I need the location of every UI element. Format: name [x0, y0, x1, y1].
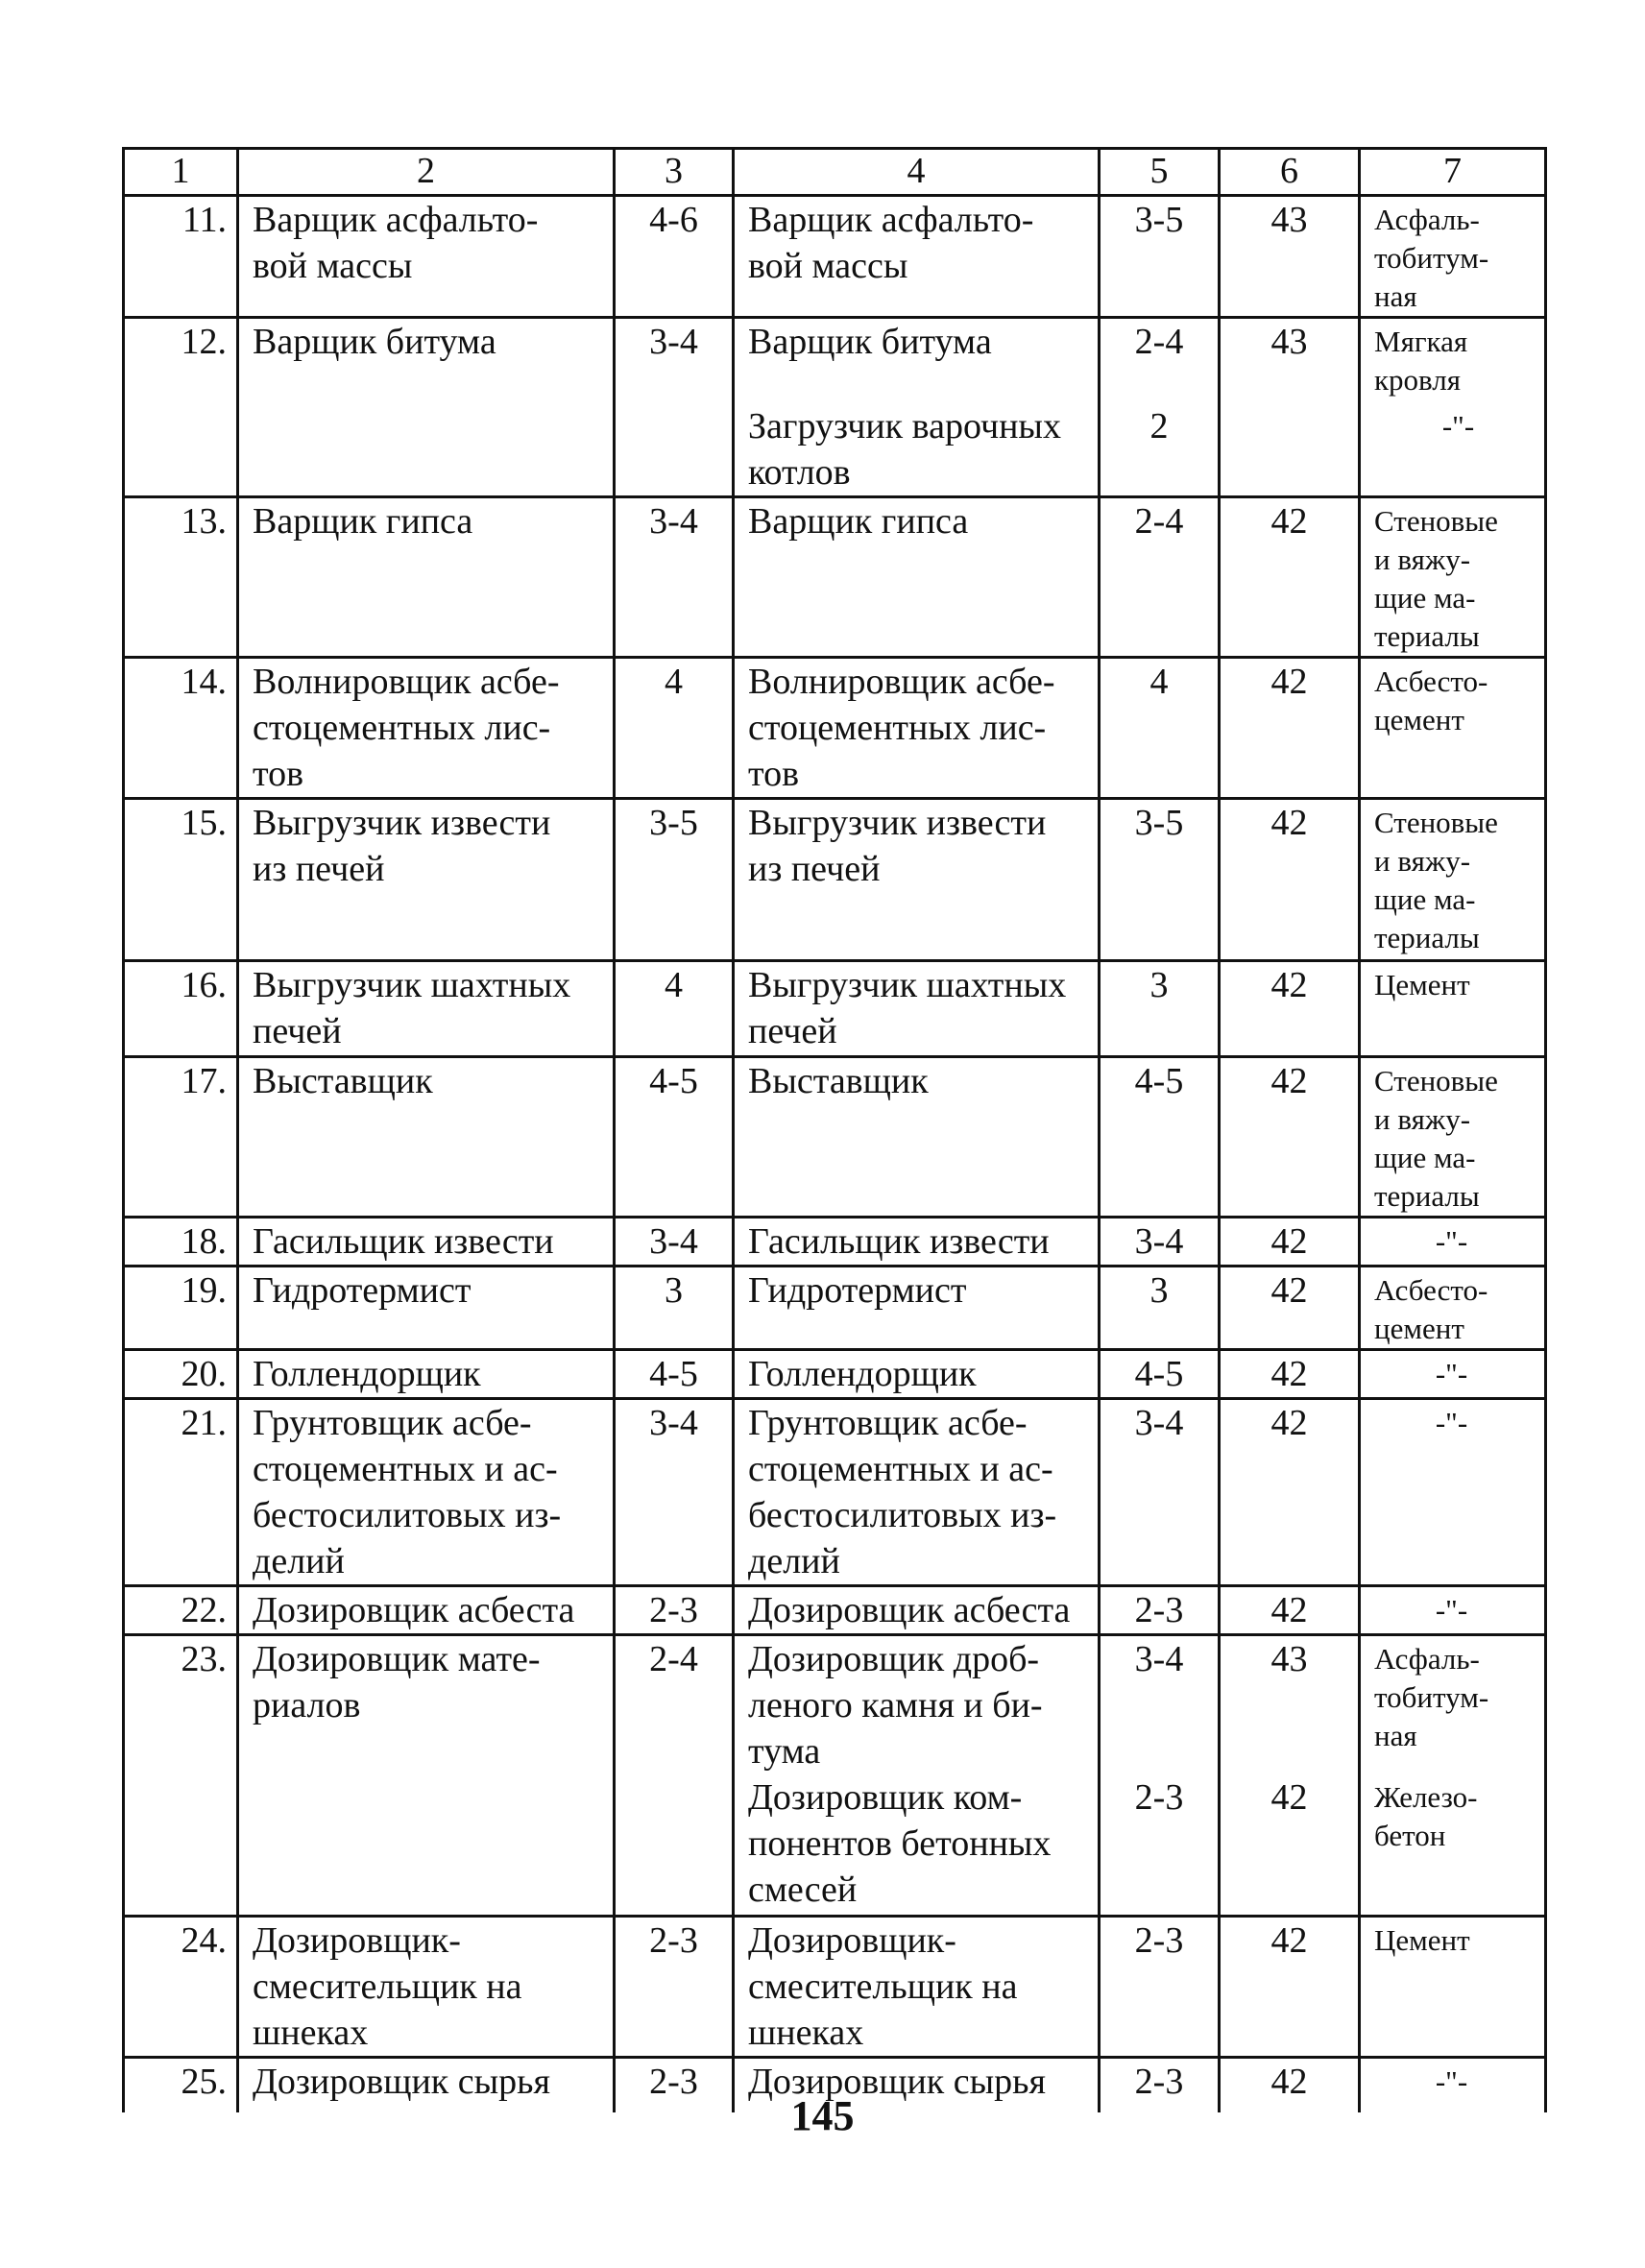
section-text: 42 [1270, 501, 1308, 542]
related-profession-cell [734, 961, 1100, 1057]
grade-cell [615, 1218, 734, 1267]
related-grade-text: 4-5 [1134, 1061, 1184, 1101]
row-number-text: 14. [181, 662, 227, 702]
material-text: -"- [1435, 1406, 1468, 1439]
related-profession-text: Гидротермист [748, 1270, 967, 1311]
related-profession-cell [734, 318, 1100, 497]
related-profession-cell [734, 799, 1100, 961]
table-row [124, 658, 1546, 799]
related-profession-cell [734, 658, 1100, 799]
row-number [124, 1635, 238, 1917]
section-text: 43 [1270, 322, 1308, 362]
material-cell [1360, 1917, 1546, 2058]
profession-cell [238, 799, 615, 961]
row-number-text: 21. [181, 1403, 227, 1443]
material-cell [1360, 961, 1546, 1057]
grade-text: 2-3 [649, 1920, 698, 1961]
material-cell [1360, 1057, 1546, 1218]
row-number-text: 24. [181, 1920, 227, 1961]
related-grade-text: 3-4 [1134, 1403, 1184, 1443]
grade-text: 4-5 [649, 1354, 698, 1394]
related-profession-cell [734, 1586, 1100, 1635]
material-text: -"- [1435, 1593, 1468, 1627]
row-number [124, 1350, 238, 1399]
page-number: 145 [790, 2092, 855, 2139]
related-profession-text: Варщик асфальто- вой массы [748, 200, 1034, 286]
grade-cell [615, 318, 734, 497]
grade-text: 4-6 [649, 200, 698, 240]
related-grade-cell [1100, 658, 1220, 799]
related-profession-text: Варщик битума [748, 322, 992, 362]
profession-cell [238, 1267, 615, 1350]
profession-text: Варщик асфальто- вой массы [253, 200, 539, 286]
material-text: Стеновые и вяжу- щие ма- териалы [1374, 1064, 1498, 1213]
material-text: Железо- бетон [1374, 1780, 1478, 1852]
professions-table [122, 147, 1547, 2112]
section-cell [1220, 318, 1360, 497]
related-profession-cell [734, 196, 1100, 318]
material-text: Цемент [1374, 968, 1470, 1001]
related-grade-cell [1100, 1057, 1220, 1218]
material-text: -"- [1435, 1357, 1468, 1390]
related-grade-text: 2-3 [1134, 1920, 1184, 1961]
grade-cell [615, 1399, 734, 1586]
profession-text: Варщик гипса [253, 501, 473, 542]
profession-text: Дозировщик- смесительщик на шнеках [253, 1920, 522, 2053]
table-row [124, 1917, 1546, 2058]
material-cell [1360, 1635, 1546, 1917]
related-grade-text: 2-3 [1134, 2062, 1184, 2102]
row-number [124, 799, 238, 961]
related-grade-cell [1100, 1399, 1220, 1586]
column-number-row [124, 149, 1546, 196]
related-grade-text: 2-3 [1134, 1590, 1184, 1630]
row-number [124, 497, 238, 658]
grade-text: 3-5 [649, 803, 698, 843]
grade-text: 3-4 [649, 322, 698, 362]
section-text: 43 [1270, 1639, 1308, 1679]
profession-text: Голлендорщик [253, 1354, 481, 1394]
related-profession-cell [734, 1350, 1100, 1399]
material-text: Стеновые и вяжу- щие ма- териалы [1374, 806, 1498, 954]
section-text: 42 [1270, 1590, 1308, 1630]
profession-text: Выгрузчик извести из печей [253, 803, 551, 889]
row-number [124, 1399, 238, 1586]
table-row [124, 1635, 1546, 1917]
grade-text: 2-3 [649, 2062, 698, 2102]
section-cell [1220, 1218, 1360, 1267]
profession-text: Дозировщик мате- риалов [253, 1639, 541, 1725]
section-cell [1220, 961, 1360, 1057]
profession-cell [238, 1635, 615, 1917]
grade-text: 4 [665, 965, 683, 1005]
profession-cell [238, 1350, 615, 1399]
related-grade-cell [1100, 497, 1220, 658]
grade-cell [615, 196, 734, 318]
profession-cell [238, 1399, 615, 1586]
related-grade-cell [1100, 799, 1220, 961]
related-profession-text: Выгрузчик шахтных печей [748, 965, 1067, 1051]
profession-text: Выгрузчик шахтных печей [253, 965, 571, 1051]
related-grade-text: 3-4 [1134, 1639, 1184, 1679]
material-text: Асфаль- тобитум- ная [1374, 203, 1489, 313]
material-cell [1360, 1350, 1546, 1399]
table-row [124, 961, 1546, 1057]
related-profession-cell [734, 1267, 1100, 1350]
section-text: 42 [1270, 662, 1308, 702]
grade-cell [615, 961, 734, 1057]
material-text: Асфаль- тобитум- ная [1374, 1642, 1489, 1752]
related-grade-text: 3-5 [1134, 200, 1184, 240]
profession-cell [238, 318, 615, 497]
column-number-7: 7 [1360, 149, 1546, 196]
grade-cell [615, 1917, 734, 2058]
section-cell [1220, 1350, 1360, 1399]
material-cell [1360, 1218, 1546, 1267]
row-number-text: 20. [181, 1354, 227, 1394]
related-profession-text: Дозировщик дроб- леного камня и би- тума [748, 1639, 1043, 1772]
section-text: 43 [1270, 200, 1308, 240]
row-number [124, 1057, 238, 1218]
column-number-4: 4 [734, 149, 1100, 196]
section-text: 42 [1270, 1777, 1308, 1818]
row-number [124, 961, 238, 1057]
related-grade-cell [1100, 961, 1220, 1057]
profession-text: Выставщик [253, 1061, 433, 1101]
material-cell [1360, 1267, 1546, 1350]
row-number-text: 11. [181, 200, 227, 240]
row-number-text: 15. [181, 803, 227, 843]
table-row [124, 1350, 1546, 1399]
related-profession-text: Загрузчик варочных котлов [748, 406, 1061, 493]
related-profession-cell [734, 497, 1100, 658]
section-text: 42 [1270, 803, 1308, 843]
table-row [124, 1399, 1546, 1586]
profession-text: Варщик битума [253, 322, 496, 362]
row-number-text: 16. [181, 965, 227, 1005]
related-grade-cell [1100, 1917, 1220, 2058]
related-profession-cell [734, 1917, 1100, 2058]
related-profession-text: Выставщик [748, 1061, 929, 1101]
grade-cell [615, 1267, 734, 1350]
row-number-text: 13. [181, 501, 227, 542]
profession-cell [238, 1586, 615, 1635]
profession-text: Грунтовщик асбе- стоцементных и ас- бестосилитовых из- делий [253, 1403, 562, 1581]
row-number-text: 12. [181, 322, 227, 362]
grade-cell [615, 1586, 734, 1635]
related-grade-cell [1100, 1350, 1220, 1399]
material-cell [1360, 318, 1546, 497]
related-profession-text: Варщик гипса [748, 501, 969, 542]
column-number-5: 5 [1100, 149, 1220, 196]
profession-text: Волнировщик асбе- стоцементных лис- тов [253, 662, 560, 794]
related-profession-cell [734, 1218, 1100, 1267]
grade-text: 4 [665, 662, 683, 702]
table-row [124, 799, 1546, 961]
grade-cell [615, 497, 734, 658]
section-cell [1220, 1917, 1360, 2058]
section-text: 42 [1270, 1221, 1308, 1262]
row-number-text: 25. [181, 2062, 227, 2102]
related-grade-text: 2 [1149, 406, 1169, 446]
table-row [124, 196, 1546, 318]
row-number [124, 1586, 238, 1635]
section-cell [1220, 1399, 1360, 1586]
row-number [124, 1917, 238, 2058]
table-body [124, 149, 1546, 2112]
related-profession-text: Дозировщик сырья [748, 2062, 1046, 2102]
grade-cell [615, 799, 734, 961]
section-text: 42 [1270, 2062, 1308, 2102]
profession-cell [238, 1057, 615, 1218]
related-grade-cell [1100, 318, 1220, 497]
grade-text: 3 [665, 1270, 683, 1311]
table-row [124, 1057, 1546, 1218]
section-cell [1220, 196, 1360, 318]
related-grade-cell [1100, 1635, 1220, 1917]
row-number [124, 318, 238, 497]
related-profession-cell [734, 1057, 1100, 1218]
material-text: Стеновые и вяжу- щие ма- териалы [1374, 504, 1498, 653]
related-profession-text: Дозировщик- смесительщик на шнеках [748, 1920, 1018, 2053]
table-row [124, 497, 1546, 658]
grade-text: 2-4 [649, 1639, 698, 1679]
section-text: 42 [1270, 965, 1308, 1005]
profession-cell [238, 497, 615, 658]
related-grade-text: 3-5 [1134, 803, 1184, 843]
section-text: 42 [1270, 1061, 1308, 1101]
section-text: 42 [1270, 1354, 1308, 1394]
section-cell [1220, 1586, 1360, 1635]
material-text: Асбесто- цемент [1374, 1273, 1488, 1345]
related-grade-text: 3 [1149, 965, 1169, 1005]
material-text: -"- [1435, 1224, 1468, 1258]
table-row [124, 1586, 1546, 1635]
row-number-text: 17. [181, 1061, 227, 1101]
section-cell [1220, 799, 1360, 961]
section-cell [1220, 1635, 1360, 1917]
material-text: -"- [1441, 409, 1475, 443]
material-cell [1360, 497, 1546, 658]
related-profession-text: Дозировщик ком- понентов бетонных смесей [748, 1777, 1052, 1910]
profession-cell [238, 1917, 615, 2058]
profession-cell [238, 658, 615, 799]
grade-text: 3-4 [649, 501, 698, 542]
material-text: Асбесто- цемент [1374, 664, 1488, 736]
related-profession-cell [734, 1635, 1100, 1917]
profession-text: Гидротермист [253, 1270, 472, 1311]
related-profession-text: Гасильщик извести [748, 1221, 1050, 1262]
profession-text: Дозировщик асбеста [253, 1590, 575, 1630]
related-grade-cell [1100, 1586, 1220, 1635]
profession-cell [238, 961, 615, 1057]
grade-text: 2-3 [649, 1590, 698, 1630]
material-cell [1360, 1399, 1546, 1586]
related-profession-text: Выгрузчик извести из печей [748, 803, 1047, 889]
profession-text: Дозировщик сырья [253, 2062, 550, 2102]
material-text: Мягкая кровля [1374, 325, 1468, 397]
section-text: 42 [1270, 1920, 1308, 1961]
related-grade-text: 2-4 [1134, 501, 1184, 542]
related-grade-cell [1100, 1267, 1220, 1350]
section-cell [1220, 1057, 1360, 1218]
table-row [124, 1218, 1546, 1267]
related-profession-text: Грунтовщик асбе- стоцементных и ас- бестосилитовых из- делий [748, 1403, 1057, 1581]
grade-text: 3-4 [649, 1403, 698, 1443]
column-number-1: 1 [124, 149, 238, 196]
related-grade-text: 2-4 [1134, 322, 1184, 362]
profession-text: Гасильщик извести [253, 1221, 554, 1262]
related-profession-text: Волнировщик асбе- стоцементных лис- тов [748, 662, 1055, 794]
profession-cell [238, 196, 615, 318]
grade-cell [615, 1635, 734, 1917]
related-grade-text: 4 [1149, 662, 1169, 702]
grade-cell [615, 1350, 734, 1399]
grade-text: 4-5 [649, 1061, 698, 1101]
material-cell [1360, 799, 1546, 961]
table-row [124, 318, 1546, 497]
column-number-2: 2 [238, 149, 615, 196]
related-profession-text: Дозировщик асбеста [748, 1590, 1071, 1630]
row-number-text: 19. [181, 1270, 227, 1311]
material-text: Цемент [1374, 1923, 1470, 1957]
material-cell [1360, 658, 1546, 799]
row-number [124, 1218, 238, 1267]
grade-cell [615, 658, 734, 799]
related-grade-cell [1100, 196, 1220, 318]
related-grade-text: 2-3 [1134, 1777, 1184, 1818]
column-number-3: 3 [615, 149, 734, 196]
related-profession-cell [734, 1399, 1100, 1586]
material-cell [1360, 196, 1546, 318]
related-grade-text: 3 [1149, 1270, 1169, 1311]
material-text: -"- [1435, 2064, 1468, 2098]
section-cell [1220, 1267, 1360, 1350]
related-grade-text: 4-5 [1134, 1354, 1184, 1394]
grade-text: 3-4 [649, 1221, 698, 1262]
row-number-text: 23. [181, 1639, 227, 1679]
material-cell [1360, 1586, 1546, 1635]
section-cell [1220, 658, 1360, 799]
related-grade-cell [1100, 1218, 1220, 1267]
row-number-text: 22. [181, 1590, 227, 1630]
row-number-text: 18. [181, 1221, 227, 1262]
row-number [124, 658, 238, 799]
row-number [124, 1267, 238, 1350]
section-cell [1220, 497, 1360, 658]
table-row [124, 1267, 1546, 1350]
section-text: 42 [1270, 1270, 1308, 1311]
section-text: 42 [1270, 1403, 1308, 1443]
row-number [124, 196, 238, 318]
profession-cell [238, 1218, 615, 1267]
related-grade-text: 3-4 [1134, 1221, 1184, 1262]
grade-cell [615, 1057, 734, 1218]
related-profession-text: Голлендорщик [748, 1354, 977, 1394]
column-number-6: 6 [1220, 149, 1360, 196]
